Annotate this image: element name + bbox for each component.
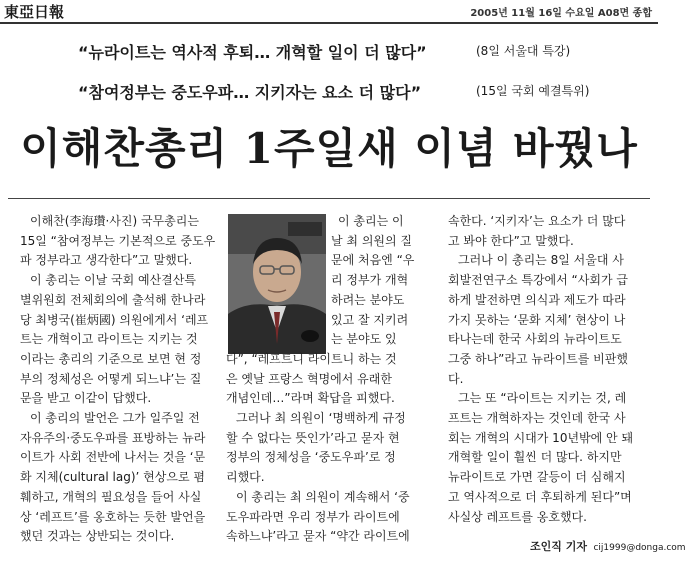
text-line: 도우파라면 우리 정부가 라이트에: [226, 509, 400, 524]
text-line: 문에 처음엔 “우: [331, 253, 415, 268]
reporter-email: cij1999@donga.com: [593, 543, 686, 553]
byline: [530, 538, 686, 554]
quote-text: “뉴라이트는 역사적 후퇴… 개혁할 일이 더 많다”: [78, 43, 427, 62]
text-line: 리했다.: [226, 470, 265, 485]
text-line: 그는 또 “라이트는 지키는 것, 레: [458, 391, 627, 406]
quote-text: “참여정부는 중도우파… 지키자는 요소 더 많다”: [78, 83, 422, 102]
quote-source: (15일 국회 예결특위): [476, 84, 590, 98]
text-line: 개혁할 일이 훨씬 더 많다. 하지만: [448, 450, 622, 465]
text-line: 부의 정체성은 어떻게 되느냐’는 질: [20, 371, 202, 386]
text-line: 다.: [448, 371, 464, 386]
text-line: 문을 받고 이같이 답했다.: [20, 391, 152, 406]
text-line: 속한다. ‘지키자’는 요소가 더 많다: [448, 214, 626, 228]
divider: [8, 198, 650, 199]
text-line: 그러나 이 총리는 8일 서울대 사: [458, 253, 624, 268]
text-line: 리 정부가 개혁: [331, 273, 409, 288]
text-line: 회는 개혁의 시대가 10년밖에 안 돼: [448, 430, 634, 445]
text-line: 날 최 의원의 질: [331, 233, 412, 248]
text-line: 가지 못하는 ‘문화 지체’ 현상이 나: [448, 312, 626, 327]
text-line: 이 총리의 발언은 그가 일주일 전: [30, 411, 200, 426]
text-line: 했던 것과는 상반되는 것이다.: [20, 529, 175, 544]
text-line: 화 지체(cultural lag)’ 현상으로 폄: [20, 470, 205, 485]
text-line: 상 ‘레프트’를 옹호하는 듯한 발언을: [20, 509, 206, 524]
text-line: 이 총리는 이: [338, 214, 404, 228]
text-line: 다”, “레프트니 라이트니 하는 것: [226, 351, 397, 366]
text-line: 있고 잘 지키려: [331, 312, 409, 327]
text-line: 프트는 개혁하자는 것인데 한국 사: [448, 411, 626, 426]
text-line: 개념인데…”라며 확답을 피했다.: [226, 391, 395, 406]
text-line: 뉴라이트로 가면 갈등이 더 심해지: [448, 470, 626, 485]
text-line: 속하느냐’라고 묻자 “약간 라이트에: [226, 529, 410, 544]
quote-source: (8일 서울대 특강): [476, 44, 571, 58]
dateline: 2005년 11월 16일 수요일 A08면 종합: [470, 8, 652, 19]
text-line: 당 최병국(崔炳國) 의원에게서 ‘레프: [20, 312, 209, 327]
article-column-3: [448, 212, 653, 527]
text-line: 15일 “참여정부는 기본적으로 중도우: [20, 233, 216, 248]
text-line: 할 수 없다는 뜻인가’라고 묻자 현: [226, 430, 400, 445]
text-line: 사실상 레프트를 옹호했다.: [448, 509, 587, 524]
text-line: 고 역사적으로 더 후퇴하게 된다”며: [448, 489, 632, 504]
text-line: 하려는 분야도: [331, 292, 405, 307]
text-line: 별위원회 전체회의에 출석해 한나라: [20, 292, 206, 307]
text-line: 이라는 총리의 기준으로 보면 현 정: [20, 351, 202, 366]
text-line: 이 총리는 최 의원이 계속해서 ‘중: [236, 489, 410, 504]
headline: 이해찬총리 1주일새 이념 바꿨나: [20, 124, 638, 173]
text-line: 파 정부라고 생각한다”고 말했다.: [20, 253, 193, 268]
newspaper-logo: 東亞日報: [4, 3, 65, 21]
text-line: 자유주의·중도우파를 표방하는 뉴라: [20, 430, 206, 445]
article-column-2: [226, 212, 422, 547]
text-line: 정부의 정체성을 ‘중도우파’로 정: [226, 450, 396, 465]
text-line: 은 옛날 프랑스 혁명에서 유래한: [226, 371, 392, 386]
text-line: 이트가 사회 전반에 나서는 것을 ‘문: [20, 450, 206, 465]
text-line: 이 총리는 이날 국회 예산결산특: [30, 273, 196, 288]
text-line: 하게 발전하면 의식과 제도가 따라: [448, 292, 626, 307]
quote-2: [0, 80, 658, 104]
text-line: 트는 개혁이고 라이트는 지키는 것: [20, 332, 198, 347]
reporter-name: 조인직 기자: [530, 540, 587, 553]
text-line: 그중 하나”라고 뉴라이트를 비판했: [448, 351, 628, 366]
text-line: 타나는데 한국 사회의 뉴라이트도: [448, 332, 622, 347]
text-line: 그러나 최 의원이 ‘명백하게 규정: [236, 411, 406, 426]
article-column-1: [20, 212, 216, 547]
text-line: 고 봐야 한다”고 말했다.: [448, 233, 574, 248]
masthead: [0, 0, 658, 24]
text-line: 회발전연구소 특강에서 “사회가 급: [448, 273, 628, 288]
quote-1: [0, 40, 658, 64]
text-line: 이해찬(李海瓚·사진) 국무총리는: [30, 214, 199, 228]
text-line: 훼하고, 개혁의 필요성을 들어 사실: [20, 489, 202, 504]
text-line: 는 분야도 있: [331, 332, 397, 347]
